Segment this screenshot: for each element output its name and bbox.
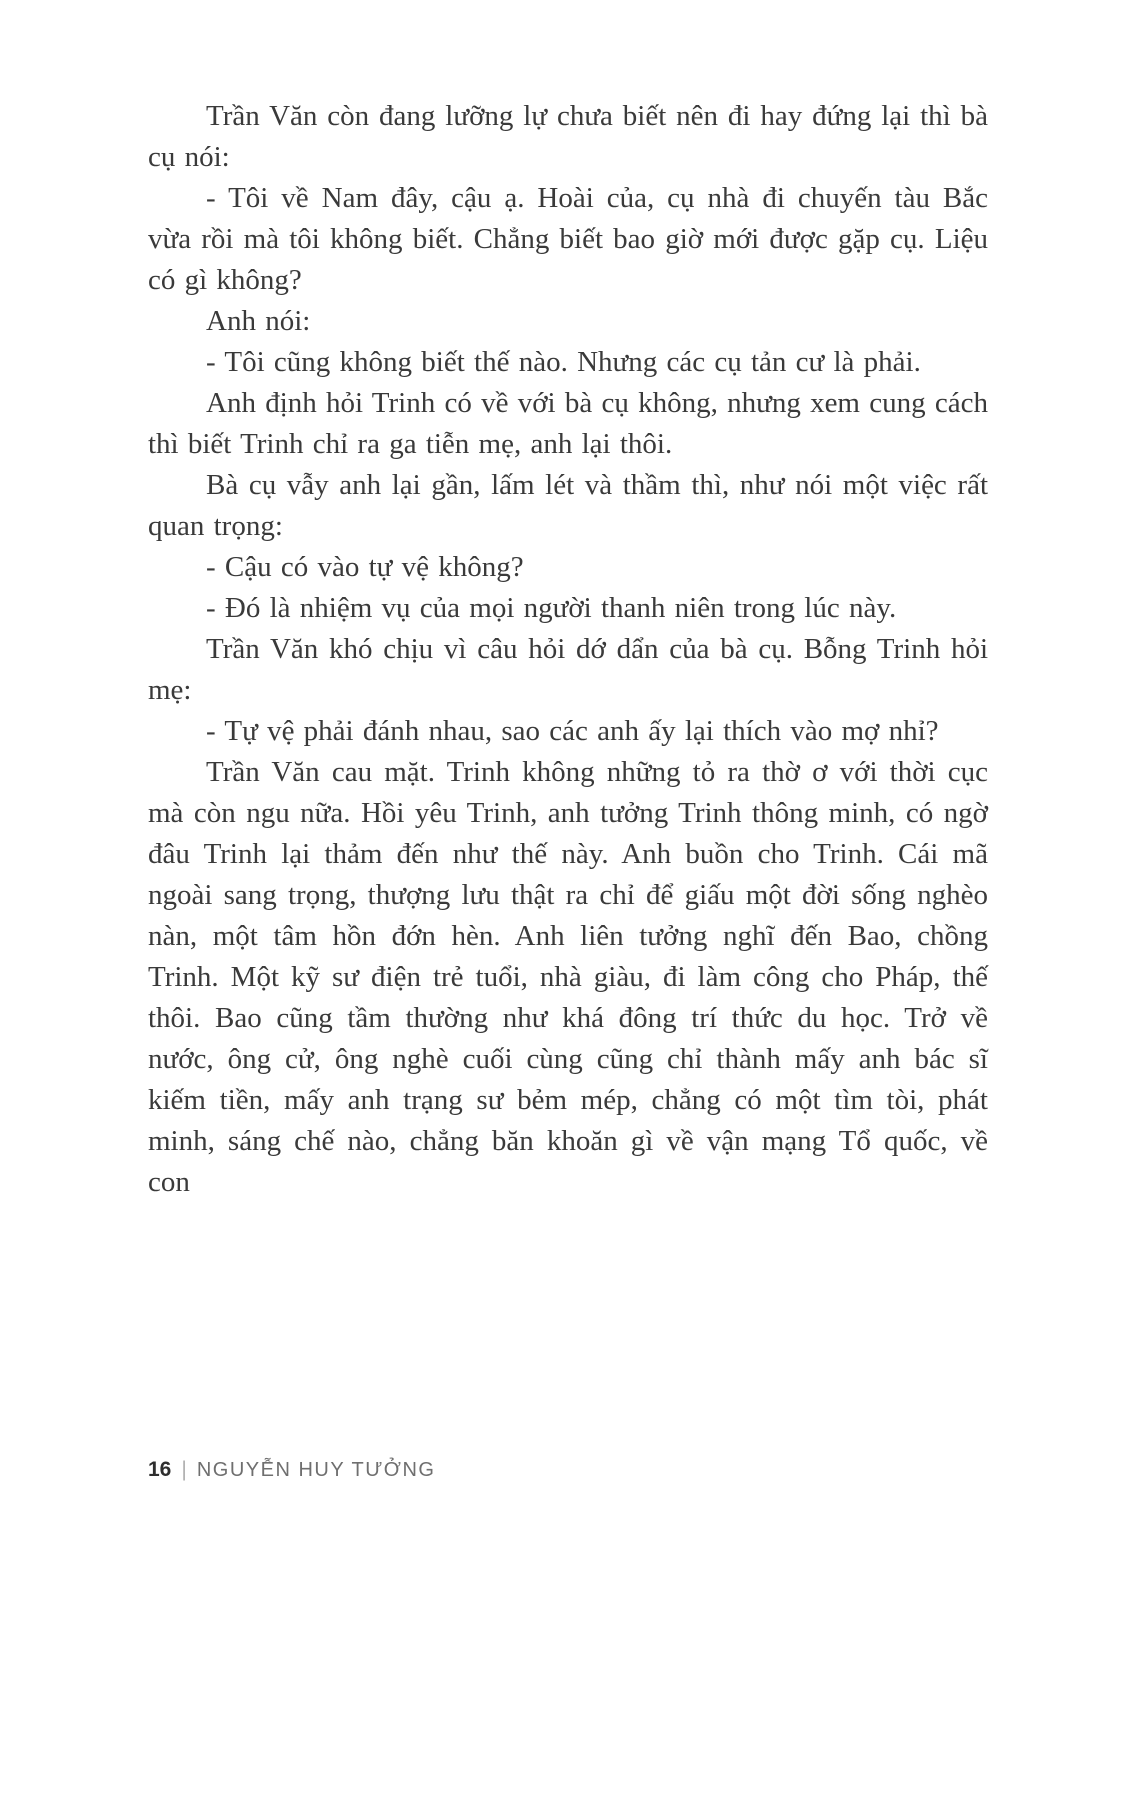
dialogue-paragraph: - Tự vệ phải đánh nhau, sao các anh ấy lại thích vào mợ nhỉ? (206, 715, 939, 747)
dialogue-paragraph: - Cậu có vào tự vệ không? (206, 551, 524, 583)
page-number: 16 (148, 1458, 172, 1481)
paragraph: Trần Văn cau mặt. Trinh không những tỏ ra thờ ơ với thời cục mà còn ngu nữa. Hồi yêu Trinh, anh tưởng Trinh thông minh, có ngờ đâu Trinh lại thảm đến như thế này. Anh buồn cho Trinh. Cái mã ngoài sang trọng, thượng lưu thật ra chỉ để giấu một đời sống nghèo nàn, một tâm hồn đớn hèn. Anh liên tưởng nghĩ đến Bao, chồng Trinh. Một kỹ sư điện trẻ tuổi, nhà giàu, đi làm công cho Pháp, thế thôi. Bao cũng tầm thường như khá đông trí thức du học. Trở về nước, ông cử, ông nghè cuối cùng cũng chỉ thành mấy anh bác sĩ kiếm tiền, mấy anh trạng sư bẻm mép, chẳng có một tìm tòi, phát minh, sáng chế nào, chẳng băn khoăn gì về vận mạng Tổ quốc, về con (148, 756, 988, 1198)
footer-separator: | (181, 1458, 187, 1481)
dialogue-paragraph: - Đó là nhiệm vụ của mọi người thanh niên trong lúc này. (206, 592, 897, 624)
footer-author: NGUYỄN HUY TƯỞNG (196, 1458, 436, 1481)
dialogue-paragraph: - Tôi cũng không biết thế nào. Nhưng các cụ tản cư là phải. (206, 346, 921, 378)
paragraph: Bà cụ vẫy anh lại gần, lấm lét và thầm thì, như nói một việc rất quan trọng: (148, 469, 988, 542)
dialogue-paragraph: - Tôi về Nam đây, cậu ạ. Hoài của, cụ nhà đi chuyến tàu Bắc vừa rồi mà tôi không biết. Chẳng biết bao giờ mới được gặp cụ. Liệu có gì không? (148, 182, 988, 296)
paragraph: Anh nói: (206, 305, 311, 337)
paragraph: Anh định hỏi Trinh có về với bà cụ không, nhưng xem cung cách thì biết Trinh chỉ ra ga tiễn mẹ, anh lại thôi. (148, 387, 988, 460)
paragraph: Trần Văn còn đang lưỡng lự chưa biết nên đi hay đứng lại thì bà cụ nói: (148, 100, 988, 173)
page-footer (148, 1458, 435, 1482)
page-body (148, 96, 988, 1203)
paragraph: Trần Văn khó chịu vì câu hỏi dớ dẩn của bà cụ. Bỗng Trinh hỏi mẹ: (148, 633, 988, 706)
